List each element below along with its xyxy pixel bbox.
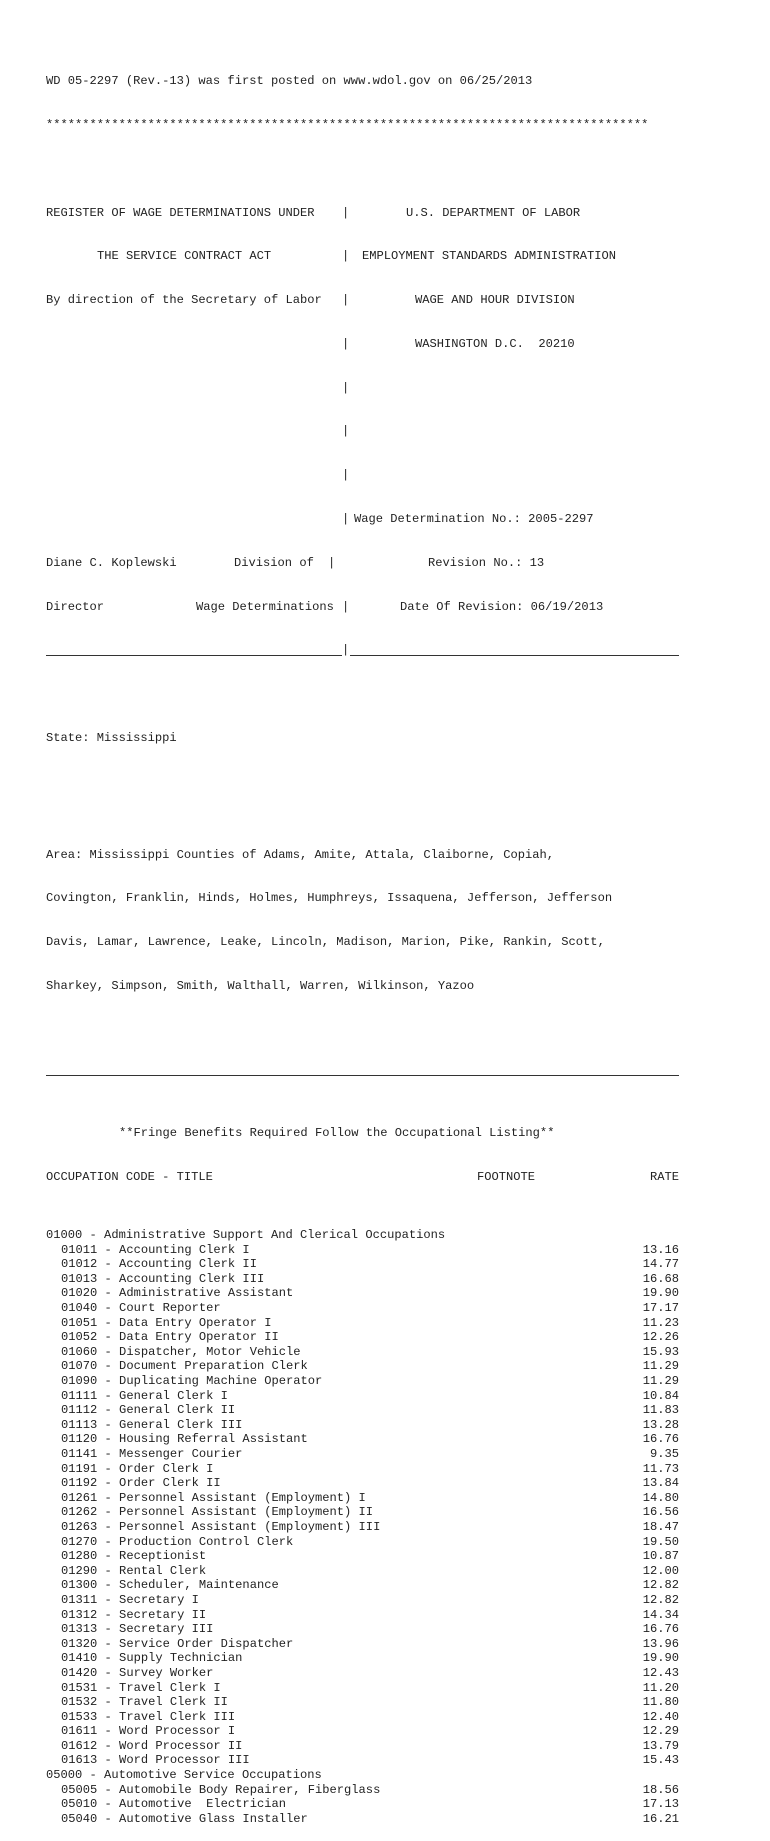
occupation-title: 01052 - Data Entry Operator II [61, 1330, 279, 1345]
wage-determination-number: Wage Determination No.: 2005-2297 [354, 512, 594, 526]
area-line: Davis, Lamar, Lawrence, Leake, Lincoln, Madison, Marion, Pike, Rankin, Scott, [46, 935, 605, 950]
occupation-row [46, 1753, 679, 1768]
occupation-title: 01011 - Accounting Clerk I [61, 1242, 250, 1257]
occupation-row [46, 1651, 679, 1666]
occupation-row [46, 1257, 679, 1272]
occupation-rate: 18.56 [642, 1782, 679, 1797]
occupation-title: 01420 - Survey Worker [61, 1665, 214, 1680]
occupation-title: 01013 - Accounting Clerk III [61, 1271, 265, 1286]
occupation-title: 01020 - Administrative Assistant [61, 1286, 294, 1301]
occupation-title: 01612 - Word Processor II [61, 1738, 243, 1753]
occupation-rate: 10.84 [642, 1388, 679, 1403]
occupation-title: 01191 - Order Clerk I [61, 1461, 214, 1476]
register-title-line1: REGISTER OF WAGE DETERMINATIONS UNDER [46, 205, 315, 220]
occupation-row [46, 1797, 679, 1812]
occupation-rate: 12.26 [642, 1330, 679, 1345]
department-address: WASHINGTON D.C. 20210 [415, 336, 575, 351]
column-headers [46, 1170, 679, 1185]
state-line: State: Mississippi [46, 730, 177, 745]
occupation-title: 01311 - Secretary I [61, 1592, 199, 1607]
register-title-line2: THE SERVICE CONTRACT ACT [97, 249, 272, 264]
section-divider [46, 1067, 679, 1076]
occupation-title: 01263 - Personnel Assistant (Employment) III [61, 1519, 381, 1534]
occupation-rate: 19.90 [642, 1286, 679, 1301]
occupation-row [46, 1695, 679, 1710]
occupation-rate: 16.56 [642, 1505, 679, 1520]
column-header-rate: RATE [650, 1169, 680, 1184]
occupation-rate: 13.28 [642, 1417, 679, 1432]
occupation-row [46, 1432, 679, 1447]
occupation-row [46, 1403, 679, 1418]
occupation-row [46, 1783, 679, 1798]
occupation-group-heading: 05000 - Automotive Service Occupations [46, 1768, 322, 1783]
occupation-row [46, 1622, 679, 1637]
occupation-row [46, 1608, 679, 1623]
occupation-row [46, 1710, 679, 1725]
occupation-rate: 18.47 [642, 1519, 679, 1534]
occupation-rate: 19.90 [642, 1651, 679, 1666]
occupation-rate: 16.76 [642, 1432, 679, 1447]
posting-notice: WD 05-2297 (Rev.-13) was first posted on www.wdol.gov on 06/25/2013 [46, 74, 533, 89]
fringe-benefits-note: **Fringe Benefits Required Follow the Occupational Listing** [119, 1125, 555, 1140]
revision-number: Revision No.: 13 [428, 555, 545, 570]
area-line: Covington, Franklin, Hinds, Holmes, Humphreys, Issaquena, Jefferson, Jefferson [46, 891, 613, 906]
occupation-row [46, 1520, 679, 1535]
occupation-title: 01300 - Scheduler, Maintenance [61, 1578, 279, 1593]
occupation-row [46, 1637, 679, 1652]
occupation-row [46, 1681, 679, 1696]
signer-title: Director [46, 599, 105, 614]
occupation-title: 01613 - Word Processor III [61, 1753, 250, 1768]
occupation-title: 01280 - Receptionist [61, 1549, 207, 1564]
division-name: WAGE AND HOUR DIVISION [415, 293, 575, 308]
area-description [46, 818, 679, 1022]
occupation-title: 05010 - Automotive Electrician [61, 1797, 286, 1812]
occupation-row [46, 1578, 679, 1593]
occupation-title: 01192 - Order Clerk II [61, 1476, 221, 1491]
occupation-rate: 12.82 [642, 1592, 679, 1607]
occupation-rate: 10.87 [642, 1549, 679, 1564]
occupation-rate: 11.29 [642, 1374, 679, 1389]
occupation-rate: 14.77 [642, 1257, 679, 1272]
occupation-row [46, 1301, 679, 1316]
occupation-title: 01060 - Dispatcher, Motor Vehicle [61, 1344, 301, 1359]
occupation-rate: 13.84 [642, 1476, 679, 1491]
occupation-rate: 11.20 [642, 1680, 679, 1695]
document-header: REGISTER OF WAGE DETERMINATIONS UNDER | U.S. DEPARTMENT OF LABOR THE SERVICE CONTRACT ACT | EMPLOYMENT STANDARDS ADMINISTRATION By direction of the Secretary of Labor | WAGE AND HOUR DIVISION | WASHINGTON D.C. 20210 | | | | Wage Determination No.: 2005-2297 Diane C. Koplewski Division of | Revision No.: 13 Director Wage Determinations | Date Of Revision: 06/19/2013 | [46, 176, 679, 687]
occupation-title: 05040 - Automotive Glass Installer [61, 1811, 308, 1826]
occupation-title: 01410 - Supply Technician [61, 1651, 243, 1666]
occupation-rate: 13.79 [642, 1738, 679, 1753]
occupation-rate: 16.21 [642, 1811, 679, 1826]
occupation-title: 01320 - Service Order Dispatcher [61, 1636, 294, 1651]
occupation-rate: 14.80 [642, 1490, 679, 1505]
register-title-line3: By direction of the Secretary of Labor [46, 293, 322, 308]
occupation-rate: 11.83 [642, 1403, 679, 1418]
occupation-rate: 12.00 [642, 1563, 679, 1578]
occupation-title: 01112 - General Clerk II [61, 1403, 236, 1418]
occupation-row [46, 1359, 679, 1374]
occupation-row [46, 1505, 679, 1520]
occupation-rate: 17.13 [642, 1797, 679, 1812]
occupation-title: 01141 - Messenger Courier [61, 1447, 243, 1461]
occupation-row [46, 1286, 679, 1301]
occupation-rate: 13.16 [642, 1242, 679, 1257]
occupation-rate: 17.17 [642, 1301, 679, 1316]
occupation-title: 01611 - Word Processor I [61, 1724, 236, 1739]
occupation-row [46, 1666, 679, 1681]
occupation-title: 01113 - General Clerk III [61, 1417, 243, 1432]
occupation-rate: 13.96 [642, 1636, 679, 1651]
department-name: U.S. DEPARTMENT OF LABOR [406, 205, 581, 220]
occupation-row [46, 1535, 679, 1550]
occupation-title: 01090 - Duplicating Machine Operator [61, 1374, 323, 1389]
occupation-row [46, 1593, 679, 1608]
occupation-rate: 11.80 [642, 1695, 679, 1710]
occupation-row [46, 1447, 679, 1462]
occupation-rate: 12.29 [642, 1724, 679, 1739]
occupation-row [46, 1374, 679, 1389]
occupation-title: 01262 - Personnel Assistant (Employment) II [61, 1505, 374, 1520]
area-line: Sharkey, Simpson, Smith, Walthall, Warren, Wilkinson, Yazoo [46, 979, 475, 993]
occupation-rate: 9.35 [649, 1447, 679, 1461]
occupation-rate: 15.43 [642, 1753, 679, 1768]
occupation-title: 01531 - Travel Clerk I [61, 1680, 221, 1695]
occupation-row [46, 1549, 679, 1564]
occupation-title: 01070 - Document Preparation Clerk [61, 1359, 308, 1374]
occupation-title: 01012 - Accounting Clerk II [61, 1257, 257, 1272]
occupation-title: 05005 - Automobile Body Repairer, Fiberglass [61, 1782, 381, 1797]
column-header-footnote: FOOTNOTE [477, 1169, 536, 1184]
occupation-title: 01040 - Court Reporter [61, 1301, 221, 1316]
occupation-rate: 11.29 [642, 1359, 679, 1374]
occupation-row [46, 1739, 679, 1754]
occupation-row [46, 1812, 679, 1827]
occupation-row [46, 1491, 679, 1506]
occupation-row [46, 1330, 679, 1345]
star-divider: *********************************************************************************** [46, 117, 649, 132]
occupation-row [46, 1564, 679, 1579]
occupation-title: 01312 - Secretary II [61, 1607, 207, 1622]
administration-name: EMPLOYMENT STANDARDS ADMINISTRATION [362, 249, 617, 264]
occupation-row [46, 1476, 679, 1491]
occupation-row [46, 1724, 679, 1739]
occupation-title: 01270 - Production Control Clerk [61, 1534, 294, 1549]
occupation-title: 01290 - Rental Clerk [61, 1563, 207, 1578]
occupation-row [46, 1389, 679, 1404]
header-underline: | [46, 643, 679, 658]
occupation-title: 01120 - Housing Referral Assistant [61, 1432, 308, 1447]
occupation-rate: 16.68 [642, 1271, 679, 1286]
signer-division-line2: Wage Determinations [196, 599, 334, 614]
occupation-title: 01313 - Secretary III [61, 1622, 214, 1637]
occupation-row [46, 1418, 679, 1433]
occupation-title: 01532 - Travel Clerk II [61, 1695, 228, 1710]
occupation-rate: 12.43 [642, 1665, 679, 1680]
signer-name: Diane C. Koplewski [46, 555, 177, 570]
area-line: Area: Mississippi Counties of Adams, Amite, Attala, Claiborne, Copiah, [46, 847, 555, 862]
occupation-rate: 16.76 [642, 1622, 679, 1637]
occupation-row [46, 1345, 679, 1360]
occupation-rate: 12.40 [642, 1709, 679, 1724]
occupation-rate: 11.23 [642, 1315, 679, 1330]
occupation-title: 01051 - Data Entry Operator I [61, 1315, 272, 1330]
occupation-row [46, 1316, 679, 1331]
occupation-rate: 14.34 [642, 1607, 679, 1622]
occupation-row [46, 1462, 679, 1477]
occupation-title: 01261 - Personnel Assistant (Employment) I [61, 1490, 366, 1505]
wage-determination-document [46, 45, 679, 1841]
occupation-rate: 19.50 [642, 1534, 679, 1549]
date-of-revision: Date Of Revision: 06/19/2013 [400, 599, 604, 614]
occupation-rate: 15.93 [642, 1344, 679, 1359]
signer-division-line1: Division of [234, 555, 314, 570]
occupation-row [46, 1272, 679, 1287]
column-header-code-title: OCCUPATION CODE - TITLE [46, 1169, 213, 1184]
occupation-rate: 12.82 [642, 1578, 679, 1593]
occupation-title: 01111 - General Clerk I [61, 1388, 228, 1403]
occupation-rate: 11.73 [642, 1461, 679, 1476]
occupation-row [46, 1243, 679, 1258]
occupation-title: 01533 - Travel Clerk III [61, 1709, 236, 1724]
occupation-list [46, 1228, 679, 1826]
occupation-group-heading: 01000 - Administrative Support And Clerical Occupations [46, 1228, 446, 1243]
